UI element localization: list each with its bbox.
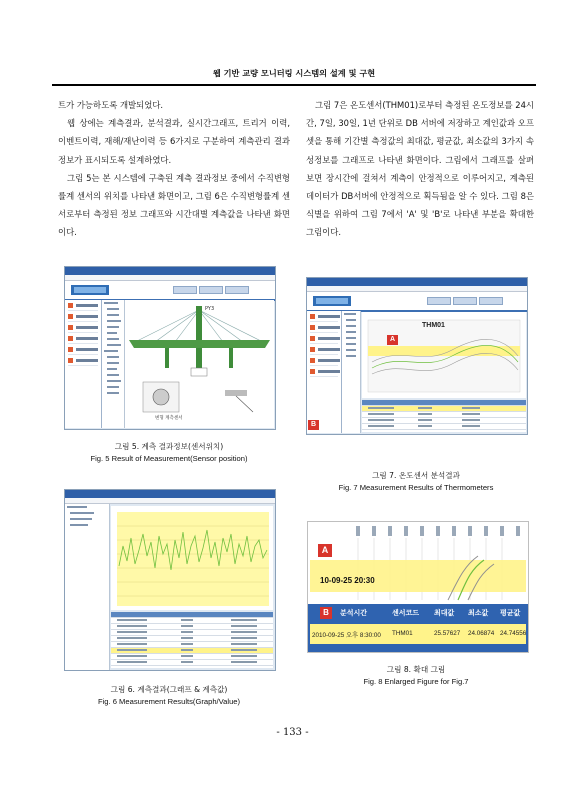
marker-a: A (387, 335, 398, 345)
marker-b: B (308, 420, 319, 430)
header-analysis-time: 분석시간 (340, 609, 368, 617)
sensor-tree (102, 300, 125, 428)
figure-5-screenshot (64, 266, 276, 430)
bridge-diagram (125, 300, 274, 428)
strain-graph (111, 506, 273, 610)
app-logo-icon (313, 295, 351, 307)
window-titlebar (65, 490, 275, 498)
left-paragraph-3: 그림 5는 본 시스템에 구축된 계측 결과정보 중에서 수직변형률계 센서의 위치를 나타낸 화면이고, 그림 6은 수직변형률계 센서로부터 측정된 정보 그래프와 시간대별 계측값을 나타낸 화면이다. (58, 172, 290, 238)
side-menu (307, 311, 342, 433)
app-logo-icon (71, 284, 109, 296)
analysis-table (362, 400, 526, 432)
chart-title: THM01 (422, 322, 445, 329)
left-paragraph-2: 웹 상에는 계측결과, 분석결과, 실시간그래프, 트리거 이력, 이벤트이력, 재해/재난이력 등 6가지로 구분하여 계측관리 결과정보가 표시되도록 설계하였다. (58, 118, 290, 165)
sensor-tree (342, 311, 361, 433)
side-menu (65, 300, 102, 428)
window-titlebar (65, 267, 275, 275)
row-max: 25.57627 (434, 630, 461, 637)
marker-b: B (320, 607, 332, 619)
app-header (307, 292, 527, 312)
app-header (65, 281, 275, 301)
table-header-row (336, 608, 526, 620)
figure-8-caption-ko: 그림 8. 확대 그림 (386, 665, 446, 674)
figure-7-caption-en: Fig. 7 Measurement Results of Thermometers (338, 483, 494, 492)
row-avg: 24.74556 (500, 630, 527, 637)
marker-a: A (318, 544, 332, 557)
right-paragraph-1: 그림 7은 온도센서(THM01)로부터 측정된 온도정보를 24시간, 7일, 30일, 1년 단위로 DB 서버에 저장하고 계인값과 오프셋을 통해 기간별 측정값의 최대값, 평균값, 최소값의 3가지 속성정보를 그래프로 나타낸 화면이다. 그림에서 그래프를 살펴보면 장시간에 걸쳐서 계측이 안정적으로 이루어지고, 계측된 데이터가 DB서버에 안정적으로 획득됨을 알 수 있다. 그림 8은 식별을 위하여 그림 7에서 'A' 및 'B'로 나타낸 부분을 확대한 그림이다. (306, 100, 534, 238)
figure-7-screenshot (306, 277, 528, 435)
figure-8-caption-en: Fig. 8 Enlarged Figure for Fig.7 (363, 677, 469, 686)
header-min: 최소값 (468, 609, 489, 617)
pylon-label: PY3 (205, 306, 215, 312)
figure-7-caption (306, 470, 526, 494)
figure-7-caption-ko: 그림 7. 온도센서 분석결과 (372, 471, 460, 480)
nav-button (479, 297, 503, 305)
figure-5-caption-en: Fig. 5 Result of Measurement(Sensor position) (90, 454, 248, 463)
page-number: - 133 - (276, 727, 309, 738)
row-analysis-time: 2010-09-25 오후 8:30:00 (312, 632, 381, 639)
header-max: 최대값 (434, 609, 455, 617)
figure-5-caption (64, 441, 274, 465)
nav-button (427, 297, 451, 305)
figure-6-screenshot (64, 489, 276, 671)
figure-6-caption-en: Fig. 6 Measurement Results(Graph/Value) (97, 697, 241, 706)
window-titlebar (307, 278, 527, 286)
running-header: 웹 기반 교량 모니터링 시스템의 설계 및 구현 (52, 68, 536, 86)
header-sensor-code: 센서코드 (392, 609, 420, 617)
left-column (58, 96, 290, 242)
sensor-caption: 변형 계측센서 (155, 416, 183, 421)
nav-button (199, 286, 223, 294)
row-min: 24.06874 (468, 630, 495, 637)
header-avg: 평균값 (500, 609, 521, 617)
table-row (310, 624, 526, 644)
measurement-table (111, 612, 273, 668)
row-sensor-code: THM01 (392, 630, 413, 637)
thermometer-chart (362, 312, 526, 398)
figure-6-caption-ko: 그림 6. 계측결과(그래프 & 계측값) (110, 685, 228, 694)
enlarged-table (308, 604, 528, 652)
nav-button (453, 297, 477, 305)
enlarged-chart (308, 522, 528, 602)
figure-8-caption (306, 664, 526, 688)
cursor-timestamp: 10-09-25 20:30 (320, 576, 375, 585)
nav-button (173, 286, 197, 294)
nav-button (225, 286, 249, 294)
figure-8-enlarged (307, 521, 529, 653)
sensor-tree (65, 504, 110, 670)
figure-5-caption-ko: 그림 5. 계측 결과정보(센서위치) (114, 442, 224, 451)
right-column (306, 96, 534, 242)
figure-6-caption (64, 684, 274, 708)
left-paragraph-1: 트가 가능하도록 개발되었다. (58, 100, 164, 110)
